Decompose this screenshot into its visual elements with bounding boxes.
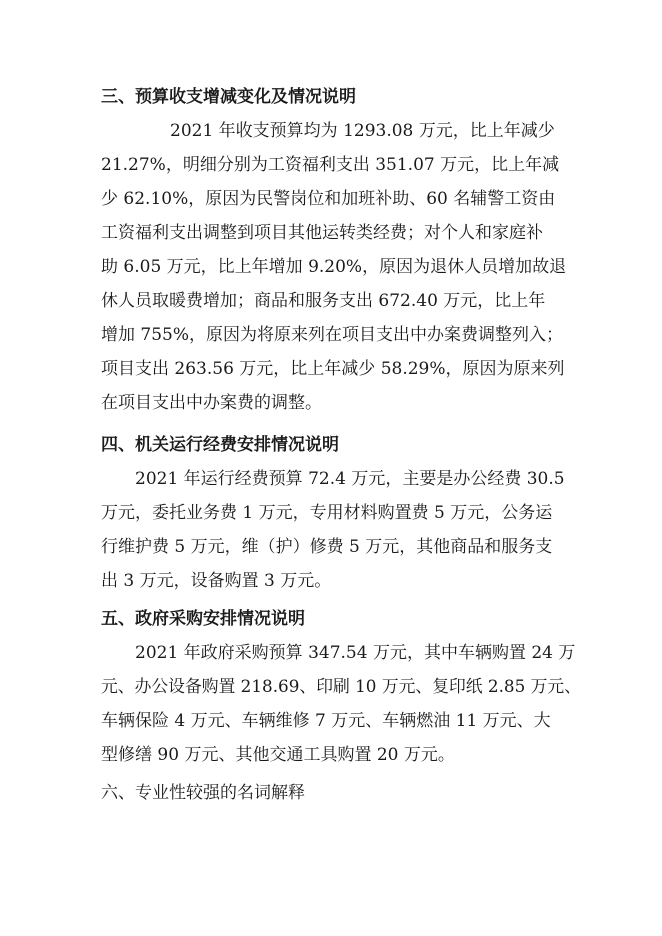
section-3-heading: 三、预算收支增减变化及情况说明	[101, 87, 356, 107]
section-5-heading: 五、政府采购安排情况说明	[101, 609, 305, 629]
section-3-line-7: 增加 755%，原因为将原来列在项目支出中办案费调整列入；	[101, 325, 564, 345]
section-4-line-4: 出 3 万元，设备购置 3 万元。	[101, 571, 332, 591]
section-5-line-4: 型修缮 90 万元、其他交通工具购置 20 万元。	[101, 745, 455, 765]
section-3-line-6: 休人员取暖费增加；商品和服务支出 672.40 万元，比上年	[101, 291, 546, 311]
section-3-line-4: 工资福利支出调整到项目其他运转类经费；对个人和家庭补	[101, 223, 543, 243]
section-3-line-8: 项目支出 263.56 万元，比上年减少 58.29%，原因为原来列	[101, 359, 565, 379]
section-6-heading: 六、专业性较强的名词解释	[101, 783, 305, 803]
section-3-line-1: 2021 年收支预算均为 1293.08 万元，比上年减少	[170, 121, 555, 141]
section-3-line-5: 助 6.05 万元，比上年增加 9.20%，原因为退休人员增加故退	[101, 257, 567, 277]
section-4-heading: 四、机关运行经费安排情况说明	[101, 435, 339, 455]
section-3-line-2: 21.27%，明细分别为工资福利支出 351.07 万元，比上年减	[101, 155, 560, 175]
section-4-line-3: 行维护费 5 万元，维（护）修费 5 万元，其他商品和服务支	[101, 537, 553, 557]
section-3-line-9: 在项目支出中办案费的调整。	[101, 393, 322, 413]
section-5-line-2: 元、办公设备购置 218.69、印刷 10 万元、复印纸 2.85 万元、	[101, 677, 582, 697]
section-5-line-3: 车辆保险 4 万元、车辆维修 7 万元、车辆燃油 11 万元、大	[101, 711, 551, 731]
section-4-line-2: 万元，委托业务费 1 万元，专用材料购置费 5 万元，公务运	[101, 503, 553, 523]
section-5-line-1: 2021 年政府采购预算 347.54 万元，其中车辆购置 24 万	[135, 643, 576, 663]
section-4-line-1: 2021 年运行经费预算 72.4 万元，主要是办公经费 30.5	[135, 469, 565, 489]
section-3-line-3: 少 62.10%，原因为民警岗位和加班补助、60 名辅警工资由	[101, 189, 556, 209]
